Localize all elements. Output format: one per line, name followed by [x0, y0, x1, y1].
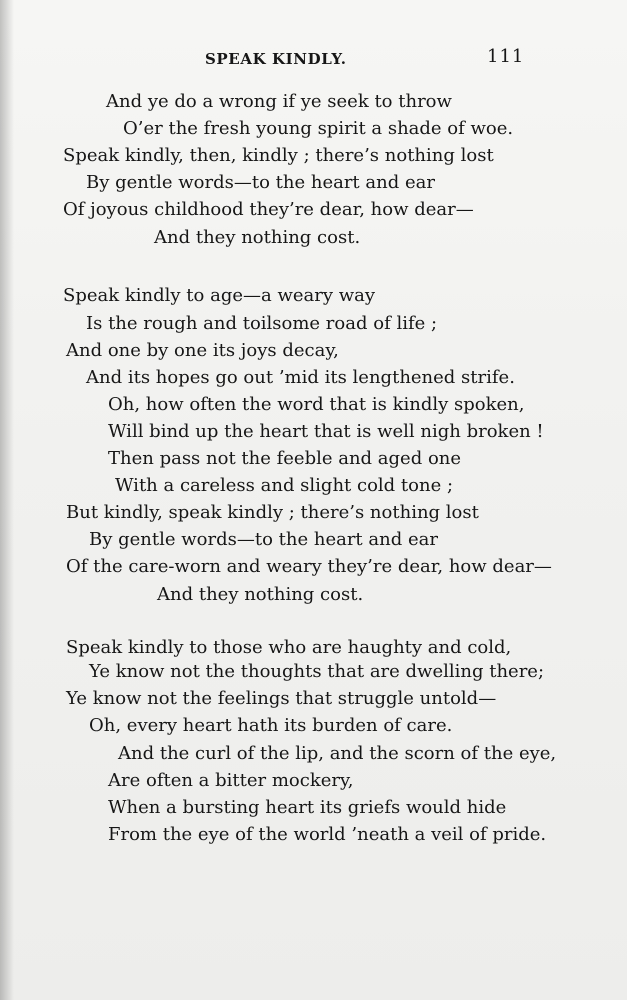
poem-line: Ye know not the thoughts that are dwelling there;: [89, 661, 545, 682]
poem-line: Oh, every heart hath its burden of care.: [89, 715, 453, 736]
poem-line: O’er the fresh young spirit a shade of woe.: [123, 118, 514, 139]
poem-line: From the eye of the world ’neath a veil of pride.: [108, 824, 547, 845]
running-title: SPEAK KINDLY.: [205, 50, 347, 68]
poem-line: And its hopes go out ’mid its lengthened strife.: [86, 367, 515, 388]
poem-line: By gentle words—to the heart and ear: [86, 172, 435, 193]
poem-line: But kindly, speak kindly ; there’s nothing lost: [66, 502, 479, 523]
poem-line: With a careless and slight cold tone ;: [115, 475, 454, 496]
poem-line: Speak kindly to those who are haughty and cold,: [66, 637, 512, 658]
poem-line: Of joyous childhood they’re dear, how dear—: [63, 199, 474, 220]
poem-line: Ye know not the feelings that struggle untold—: [66, 688, 497, 709]
poem-line: Of the care-worn and weary they’re dear, how dear—: [66, 556, 552, 577]
poem-line: Are often a bitter mockery,: [108, 770, 354, 791]
poem-line: And they nothing cost.: [157, 584, 364, 605]
poem-line: Then pass not the feeble and aged one: [108, 448, 462, 469]
poem-line: By gentle words—to the heart and ear: [89, 529, 438, 550]
poem-line: Will bind up the heart that is well nigh broken !: [108, 421, 544, 442]
poem-line: Speak kindly, then, kindly ; there’s nothing lost: [63, 145, 494, 166]
poem-line: Oh, how often the word that is kindly spoken,: [108, 394, 525, 415]
poem-line: And they nothing cost.: [154, 227, 361, 248]
page-number: 111: [487, 46, 525, 67]
poem-line: And the curl of the lip, and the scorn of the eye,: [118, 743, 557, 764]
poem-line: When a bursting heart its griefs would hide: [108, 797, 507, 818]
poem-line: Speak kindly to age—a weary way: [63, 285, 376, 306]
poem-line: And ye do a wrong if ye seek to throw: [106, 91, 452, 112]
poem-line: And one by one its joys decay,: [66, 340, 339, 361]
poem-line: Is the rough and toilsome road of life ;: [86, 313, 438, 334]
